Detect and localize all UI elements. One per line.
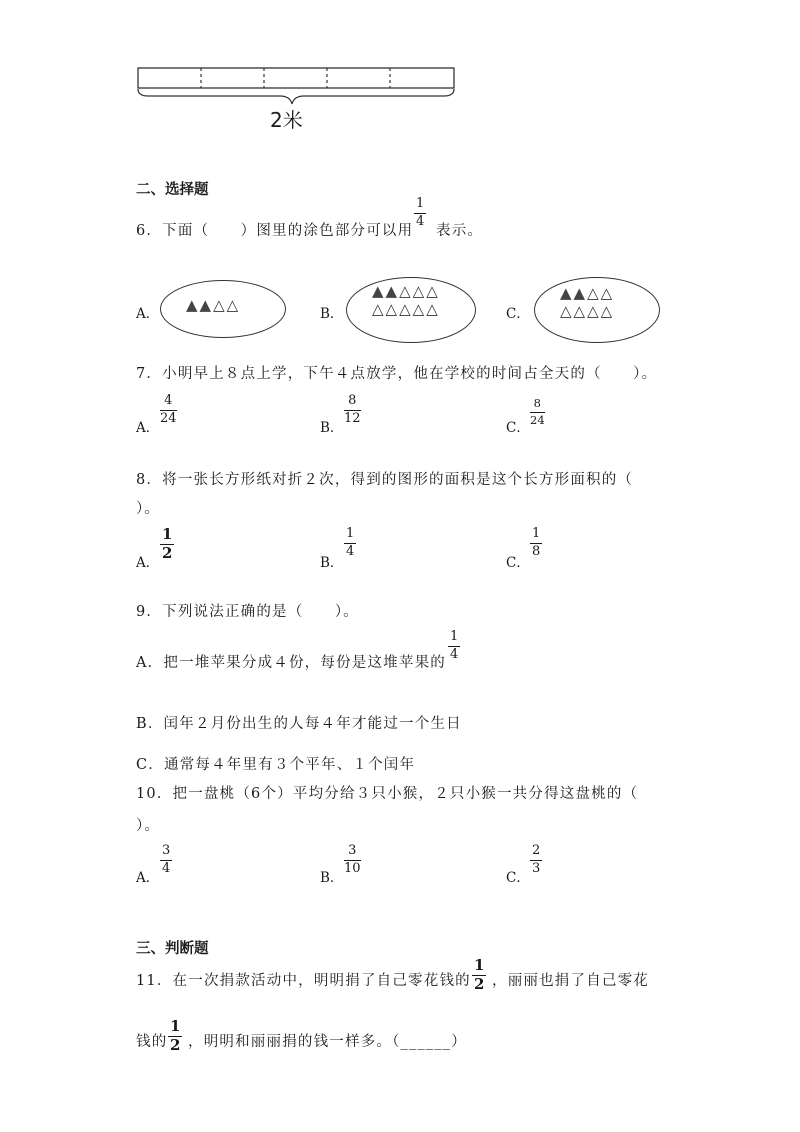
q7-option-c-fraction[interactable]: 8 24 <box>530 396 545 427</box>
section-2-heading: 二、选择题 <box>136 182 209 198</box>
q9-option-a-fraction[interactable]: 1 4 <box>450 629 459 662</box>
q10-option-a-fraction[interactable]: 3 4 <box>162 843 171 876</box>
q7-option-b-fraction[interactable]: 8 12 <box>344 393 361 426</box>
q9-option-b[interactable]: B．闰年２月份出生的人每４年才能过一个生日 <box>136 716 462 732</box>
shaded-triangle-icon: ▲ <box>372 282 386 300</box>
q8-option-c-letter[interactable]: C． <box>506 555 530 571</box>
q8-option-b-fraction[interactable]: 1 4 <box>346 526 355 559</box>
q10-stem-line1: 10．把一盘桃（6个）平均分给３只小猴，２只小猴一共分得这盘桃的（ <box>136 786 639 802</box>
q10-option-a-letter[interactable]: A． <box>136 870 160 886</box>
q10-option-b-fraction[interactable]: 3 10 <box>344 843 361 876</box>
shaded-triangle-icon: ▲ <box>573 284 588 302</box>
shaded-triangle-icon: ▲ <box>560 284 574 302</box>
q11-line1-a: 11．在一次捐款活动中，明明捐了自己零花钱的 <box>136 973 471 989</box>
q8-option-c-fraction[interactable]: 1 8 <box>532 526 541 559</box>
q10-option-b-letter[interactable]: B． <box>320 870 344 886</box>
outline-triangle-icon: △ <box>600 284 615 302</box>
outline-triangle-icon: △ <box>573 302 588 320</box>
q6-option-b-triangles <box>372 282 440 318</box>
outline-triangle-icon: △ <box>399 282 413 300</box>
ruler-label: 2米 <box>270 108 303 132</box>
q8-option-a-fraction[interactable]: 1 2 <box>162 525 173 562</box>
q9-option-a[interactable]: A．把一堆苹果分成４份，每份是这堆苹果的 <box>136 655 446 671</box>
q9-option-c[interactable]: C．通常每４年里有３个平年、１个闰年 <box>136 757 416 773</box>
outline-triangle-icon: △ <box>426 300 440 318</box>
shaded-triangle-icon: ▲ <box>199 296 214 314</box>
q6-stem-a: 6．下面（ ）图里的涂色部分可以用 <box>136 223 414 239</box>
outline-triangle-icon: △ <box>426 282 440 300</box>
q8-stem-line2: ）。 <box>136 501 161 517</box>
q10-option-c-letter[interactable]: C． <box>506 870 530 886</box>
q7-option-a-letter[interactable]: A． <box>136 420 160 436</box>
outline-triangle-icon: △ <box>399 300 413 318</box>
shaded-triangle-icon: ▲ <box>186 296 200 314</box>
q11-line2-a: 钱的 <box>136 1034 168 1050</box>
q6-option-a-letter[interactable]: A． <box>136 306 160 322</box>
outline-triangle-icon: △ <box>560 302 574 320</box>
q6-option-b-letter[interactable]: B． <box>320 306 344 322</box>
q7-option-b-letter[interactable]: B． <box>320 420 344 436</box>
q8-option-b-letter[interactable]: B． <box>320 555 344 571</box>
q10-option-c-fraction[interactable]: 2 3 <box>532 843 541 876</box>
q6-stem-b: 表示。 <box>436 223 484 239</box>
outline-triangle-icon: △ <box>385 300 400 318</box>
q11-fraction-1: 1 2 <box>474 956 485 993</box>
outline-triangle-icon: △ <box>412 300 427 318</box>
q6-option-a-triangles <box>186 296 240 314</box>
section-3-heading: 三、判断题 <box>136 941 209 957</box>
q11-line1-b: ，丽丽也捐了自己零花 <box>492 973 649 989</box>
q8-stem-line1: 8．将一张长方形纸对折２次，得到的图形的面积是这个长方形面积的（ <box>136 472 634 488</box>
q10-stem-line2: ）。 <box>136 818 161 834</box>
outline-triangle-icon: △ <box>587 284 601 302</box>
q11-line2-b[interactable]: ，明明和丽丽捐的钱一样多。（______） <box>188 1034 467 1050</box>
outline-triangle-icon: △ <box>226 296 241 314</box>
q9-stem: 9．下列说法正确的是（ ）。 <box>136 604 359 620</box>
outline-triangle-icon: △ <box>213 296 227 314</box>
q7-option-a-fraction[interactable]: 4 24 <box>160 393 177 426</box>
outline-triangle-icon: △ <box>600 302 615 320</box>
q7-stem: 7．小明早上８点上学，下午４点放学，他在学校的时间占全天的（ ）。 <box>136 366 658 382</box>
q6-fraction: 1 4 <box>416 196 425 229</box>
q8-option-a-letter[interactable]: A． <box>136 555 160 571</box>
q7-option-c-letter[interactable]: C． <box>506 420 530 436</box>
q11-fraction-2: 1 2 <box>170 1017 181 1054</box>
q6-option-c-triangles <box>560 284 614 320</box>
outline-triangle-icon: △ <box>412 282 427 300</box>
q6-option-c-letter[interactable]: C． <box>506 306 530 322</box>
outline-triangle-icon: △ <box>372 300 386 318</box>
outline-triangle-icon: △ <box>587 302 601 320</box>
shaded-triangle-icon: ▲ <box>385 282 400 300</box>
